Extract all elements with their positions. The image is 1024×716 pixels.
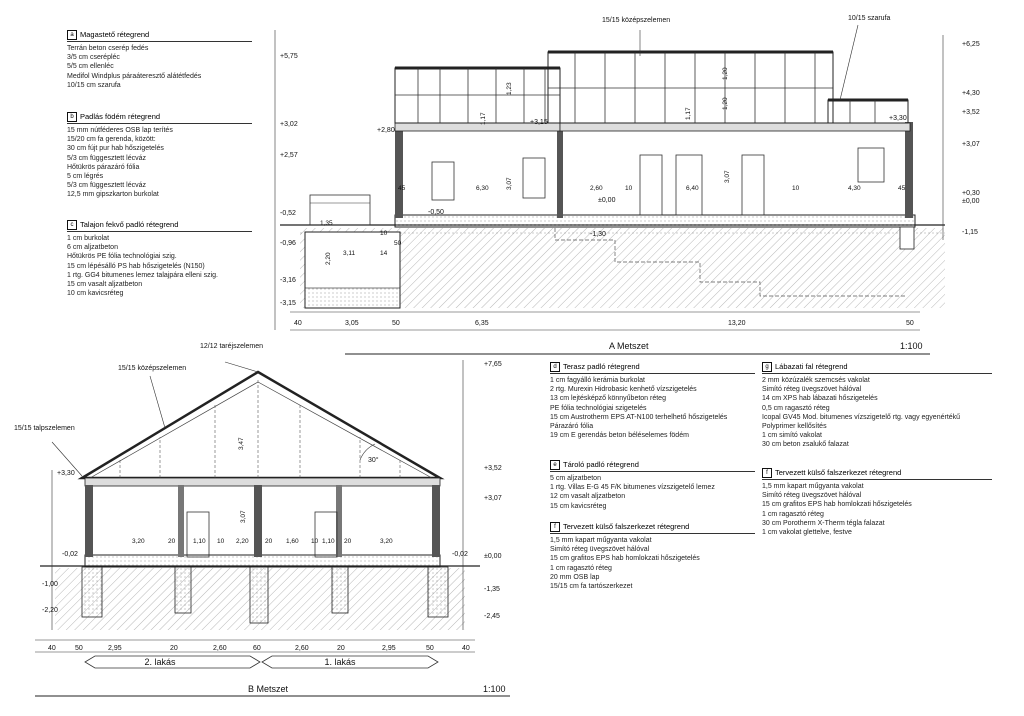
level-label: -0,96: [280, 240, 296, 247]
callout-a-kozepszelemen: 15/15 középszelemen: [602, 17, 671, 24]
spec-g-row: 1 cm simító vakolat: [762, 432, 822, 440]
wall-b-left: [85, 485, 93, 557]
dims-a-bottom: [294, 320, 914, 327]
spec-d-row: 13 cm lejtésképző könnyűbeton réteg: [550, 395, 666, 403]
spec-g-plinth: [762, 362, 992, 450]
level-label: ±0,00: [484, 553, 502, 560]
dimension-label: 6,35: [475, 320, 489, 327]
spec-f-row: 15 cm grafitos EPS hab homlokzati hőszigetelés: [550, 555, 700, 563]
dimension-label: 45: [898, 185, 906, 192]
spec-h-wall: [762, 468, 992, 537]
levels-a-left: [280, 53, 298, 307]
section-b-title: B Metszet: [248, 684, 289, 694]
spec-e-row: 5 cm aljzatbeton: [550, 475, 601, 482]
spec-h-row: Simító réteg üvegszövet hálóval: [762, 492, 862, 500]
dimension-label: 50: [392, 320, 400, 327]
level-label: -3,15: [280, 300, 296, 307]
tag-c: c: [67, 220, 77, 230]
level-label: ±0,00: [598, 197, 616, 204]
spec-a-roof: [67, 30, 252, 90]
dimension-label: 10: [217, 538, 225, 545]
dimension-label: 40: [462, 645, 470, 652]
spec-b-row: 15/20 cm fa gerenda, között:: [67, 136, 156, 144]
dimension-label: 3,07: [724, 170, 731, 183]
dimension-label: 40: [48, 645, 56, 652]
roof-studs: [395, 52, 875, 123]
spec-f-row: 20 mm OSB lap: [550, 573, 600, 581]
level-label: ±0,00: [962, 198, 980, 205]
level-label: -0,02: [62, 551, 78, 558]
callout-a-szarufa: 10/15 szarufa: [848, 15, 891, 22]
dimension-label: 2,95: [108, 645, 122, 652]
level-label: +6,25: [962, 41, 980, 48]
dimension-label: 1,17: [685, 107, 692, 120]
dimension-label: 2,20: [236, 538, 249, 545]
spec-d-row: 19 cm E gerendás beton béléselemes födém: [550, 432, 689, 440]
tag-a: a: [67, 30, 77, 40]
spec-b-row: Hőtükrös párazáró fólia: [67, 163, 140, 171]
dimension-label: 2,60: [213, 645, 227, 652]
level-label: -2,45: [484, 613, 500, 620]
dimension-label: 50: [394, 240, 402, 247]
spec-e-row: 1 rtg. Villas E-G 45 F/K bitumenes vízszigetelő lemez: [550, 484, 715, 492]
level-label: -1,15: [962, 229, 978, 236]
tag-h: f: [762, 468, 772, 478]
dimension-label: 40: [294, 320, 302, 327]
dimension-label: 50: [906, 320, 914, 327]
dimension-label: 1,10: [193, 538, 206, 545]
spec-c-floor: [67, 220, 252, 298]
section-a-title: A Metszet: [609, 341, 649, 351]
spec-b-row: 5 cm légrés: [67, 173, 104, 181]
level-label: +3,02: [280, 121, 298, 128]
dimension-label: 2,95: [382, 645, 396, 652]
spec-g-row: 30 cm beton zsalukő falazat: [762, 441, 849, 449]
level-label: -1,00: [42, 581, 58, 588]
spec-a-row: 5/5 cm ellenléc: [67, 63, 114, 71]
basement-slab: [305, 288, 400, 308]
tag-d: d: [550, 362, 560, 372]
wall-b-right: [432, 485, 440, 557]
spec-f-wall: [550, 522, 755, 591]
section-b: [35, 360, 510, 696]
spec-e-row: 12 cm vasalt aljzatbeton: [550, 493, 626, 501]
spec-f-row: 15/15 cm fa tartószerkezet: [550, 583, 633, 591]
wall-a-left: [395, 130, 403, 218]
level-label: +3,07: [484, 495, 502, 502]
level-label: +0,30: [962, 190, 980, 197]
dimension-label: 50: [426, 645, 434, 652]
spec-a-row: Medifol Windplus páraáteresztő alátétfedés: [67, 72, 202, 80]
dims-b-interior: [132, 437, 393, 545]
dimension-label: 3,20: [380, 538, 393, 545]
dimension-label: 60: [253, 645, 261, 652]
terrace-railing: [310, 195, 370, 225]
dimension-label: 10: [792, 185, 800, 192]
spec-d-row: 15 cm Austrotherm EPS AT-N100 terhelhető hőszigetelés: [550, 413, 728, 421]
dimension-label: 3,05: [345, 320, 359, 327]
level-label: -3,16: [280, 277, 296, 284]
dimension-label: 2,60: [295, 645, 309, 652]
spec-h-row: 15 cm grafitos EPS hab homlokzati hőszigetelés: [762, 501, 912, 509]
spec-g-row: 2 mm közúzalék szemcsés vakolat: [762, 377, 870, 384]
dimension-label: 14: [380, 250, 388, 257]
spec-g-row: Simító réteg üvegszövet hálóval: [762, 386, 862, 394]
dimension-label: 3,47: [238, 437, 245, 450]
spec-h-title: Tervezett külső falszerkezet rétegrend: [775, 468, 902, 478]
spec-b-row: 30 cm fújt pur hab hőszigetelés: [67, 145, 164, 153]
spec-a-row: 10/15 cm szarufa: [67, 81, 121, 89]
level-label: -1,35: [484, 586, 500, 593]
levels-a-right: [889, 41, 980, 236]
spec-c-row: 1 cm burkolat: [67, 235, 110, 242]
dimension-label: 20: [344, 538, 352, 545]
spec-c-row: 6 cm aljzatbeton: [67, 244, 118, 252]
spec-e-storage: [550, 460, 755, 511]
floor-slab-b: [85, 555, 440, 567]
tag-e: e: [550, 460, 560, 470]
spec-d-title: Terasz padló rétegrend: [563, 362, 640, 372]
dimension-label: 20: [265, 538, 273, 545]
spec-d-row: 2 rtg. Murexin Hidrobasic kenhető vízszigetelés: [550, 386, 697, 394]
dimension-label: 4,30: [848, 185, 861, 192]
wall-b-party: [254, 485, 262, 557]
spec-c-row: 15 cm vasalt aljzatbeton: [67, 281, 143, 289]
tag-f: f: [550, 522, 560, 532]
spec-f-title: Tervezett külső falszerkezet rétegrend: [563, 522, 690, 532]
ceiling-a-right: [560, 123, 910, 131]
unit-1-label: 1. lakás: [324, 657, 356, 667]
dims-b-bottom: [48, 645, 470, 652]
section-a-scale: 1:100: [900, 341, 923, 351]
level-label: +3,07: [962, 141, 980, 148]
level-label: -0,50: [428, 209, 444, 216]
spec-b-title: Padlás födém rétegrend: [80, 112, 161, 122]
dimension-label: 50: [75, 645, 83, 652]
spec-g-row: 14 cm XPS hab lábazati hőszigetelés: [762, 395, 878, 403]
level-label: +3,52: [484, 465, 502, 472]
spec-d-terrace: [550, 362, 755, 440]
callout-b-talp: 15/15 talpszelemen: [14, 425, 75, 432]
dimension-label: 3,11: [343, 250, 356, 257]
level-label: -0,02: [452, 551, 468, 558]
spec-d-row: Párazáró fólia: [550, 423, 594, 431]
dimension-label: 3,20: [132, 538, 145, 545]
wall-a-mid: [557, 130, 563, 218]
dimension-label: 1,17: [480, 112, 487, 125]
spec-h-row: 1 cm ragasztó réteg: [762, 510, 824, 518]
dimension-label: 3,07: [240, 510, 247, 523]
level-label: -2,20: [42, 607, 58, 614]
spec-b-row: 5/3 cm függesztett lécváz: [67, 182, 146, 190]
dimension-label: 20: [337, 645, 345, 652]
spec-b-attic: [67, 112, 252, 200]
callout-b-kozep: 15/15 középszelemen: [118, 365, 187, 372]
spec-f-row: 1,5 mm kapart műgyanta vakolat: [550, 537, 652, 544]
dimension-label: 1,20: [722, 67, 729, 80]
level-label: +3,30: [889, 115, 907, 122]
ceiling-b: [85, 478, 440, 486]
level-label: +3,15: [530, 119, 548, 126]
floor-slab-a: [395, 215, 915, 227]
dimension-label: 13,20: [728, 320, 746, 327]
dimension-label: 45: [398, 185, 406, 192]
unit-2-label: 2. lakás: [144, 657, 176, 667]
spec-c-row: 15 cm lépésálló PS hab hőszigetelés (N150): [67, 262, 205, 270]
spec-d-row: 1 cm fagyálló kerámia burkolat: [550, 377, 645, 384]
dimension-label: 10: [625, 185, 633, 192]
wall-a-right: [905, 122, 913, 218]
tag-g: g: [762, 362, 772, 372]
dimension-label: 2,20: [325, 252, 332, 265]
spec-b-row: 12,5 mm gipszkarton burkolat: [67, 191, 159, 199]
dimension-label: 20: [168, 538, 176, 545]
spec-d-row: PE fólia technológiai szigetelés: [550, 404, 647, 412]
dimension-label: 1,60: [286, 538, 299, 545]
spec-g-title: Lábazati fal rétegrend: [775, 362, 848, 372]
roof-block-left: [395, 68, 560, 123]
dimension-label: 10: [380, 230, 388, 237]
spec-h-row: 1,5 mm kapart műgyanta vakolat: [762, 483, 864, 490]
spec-h-row: 1 cm vakolat glettelve, festve: [762, 529, 852, 537]
spec-f-row: 1 cm ragasztó réteg: [550, 564, 612, 572]
spec-c-title: Talajon fekvő padló rétegrend: [80, 220, 179, 230]
level-label: -0,52: [280, 210, 296, 217]
spec-h-row: 30 cm Porotherm X-Therm tégla falazat: [762, 519, 885, 527]
level-label: +7,65: [484, 361, 502, 368]
spec-f-row: Simító réteg üvegszövet hálóval: [550, 546, 650, 554]
dimension-label: 20: [170, 645, 178, 652]
spec-c-row: 10 cm kavicsréteg: [67, 290, 124, 298]
level-label: +5,75: [280, 53, 298, 60]
dimension-label: 1,23: [506, 82, 513, 95]
spec-b-row: 5/3 cm függesztett lécváz: [67, 154, 146, 162]
spec-e-row: 15 cm kavicsréteg: [550, 502, 607, 510]
dimension-label: 1,20: [722, 97, 729, 110]
level-label: +4,30: [962, 90, 980, 97]
spec-a-row: Terrán beton cserép fedés: [67, 45, 149, 52]
openings-a: [432, 148, 884, 215]
level-label: +3,52: [962, 109, 980, 116]
level-label: +3,30: [57, 470, 75, 477]
spec-a-title: Magastető rétegrend: [80, 30, 150, 40]
level-label: +2,80: [377, 127, 395, 134]
spec-c-row: 1 rtg. GG4 bitumenes lemez talajpára elleni szig.: [67, 271, 218, 279]
foundation-a-right: [900, 227, 914, 249]
spec-e-title: Tároló padló rétegrend: [563, 460, 639, 470]
level-label: -1,30: [590, 231, 606, 238]
spec-g-row: Polyprimer kellősítés: [762, 423, 827, 431]
spec-c-row: Hőtükrös PE fólia technológiai szig.: [67, 253, 177, 261]
dimension-label: 3,07: [506, 177, 513, 190]
callout-b-tarej: 12/12 taréjszelemen: [200, 343, 264, 350]
dimension-label: 1,10: [322, 538, 335, 545]
dimension-label: 6,30: [476, 185, 489, 192]
angle-label: 30°: [368, 457, 379, 464]
dimension-label: 2,60: [590, 185, 603, 192]
section-b-scale: 1:100: [483, 684, 506, 694]
level-label: +2,57: [280, 152, 298, 159]
dimension-label: 1,35: [320, 220, 333, 227]
spec-g-row: Icopal GV45 Mod. bitumenes vízszigetelő rtg. vagy egyenértékű: [762, 413, 961, 421]
dimension-label: 10: [311, 538, 319, 545]
section-a: [275, 30, 945, 354]
spec-a-row: 3/5 cm cserépléc: [67, 54, 120, 62]
dimension-label: 6,40: [686, 185, 699, 192]
roof-b: [82, 372, 440, 478]
spec-g-row: 0,5 cm ragasztó réteg: [762, 404, 830, 412]
tag-b: b: [67, 112, 77, 122]
spec-b-row: 15 mm nútféderes OSB lap terítés: [67, 127, 173, 134]
